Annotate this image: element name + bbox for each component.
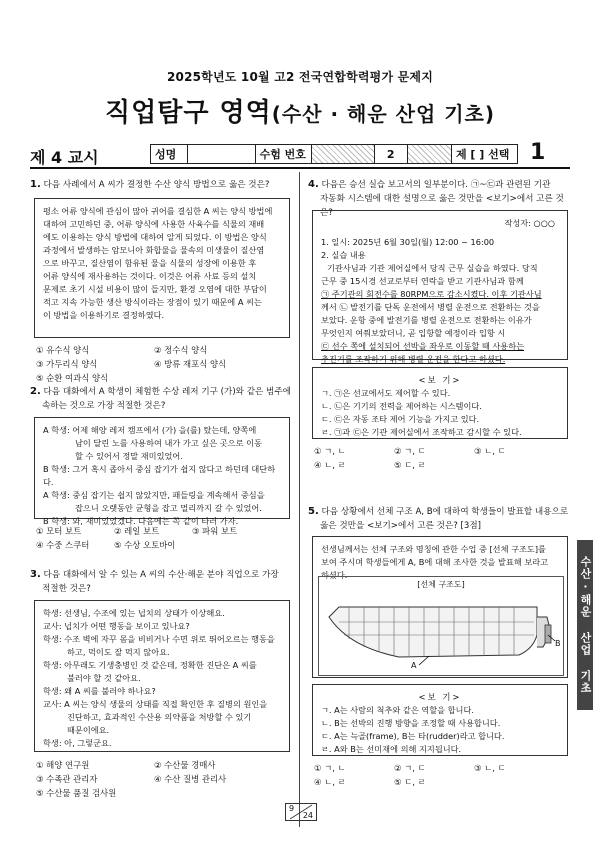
question-5-box: 선생님께서는 선체 구조와 명칭에 관한 수업 중 [선체 구조도]를 보여 주시며 학생들에게 A, B에 대해 조사한 것을 발표해 보라고 하셨다. <box>312 536 568 678</box>
question-3-options <box>36 758 286 800</box>
name-field[interactable] <box>188 145 256 163</box>
q2-option-3[interactable]: ③ 파워 보트 <box>192 526 238 536</box>
label-b: B <box>555 639 561 648</box>
q5-option-2[interactable]: ② ㄱ, ㄷ <box>394 763 426 773</box>
q1-option-4[interactable]: ④ 방류 재포식 양식 <box>154 359 227 369</box>
header-divider <box>30 167 570 169</box>
exam-no-box-2[interactable] <box>408 145 452 163</box>
question-2-stem: 2. 다음 대화에서 A 학생이 체험한 수상 레저 기구 (가)와 같은 범주에 속하는 것으로 가장 적절한 것은? <box>30 386 291 411</box>
session-label: 제 4 교시 <box>30 148 99 167</box>
label-a: A <box>411 661 417 670</box>
q3-option-3[interactable]: ③ 수족관 관리자 <box>36 774 98 784</box>
q3-option-1[interactable]: ① 해양 연구원 <box>36 760 90 770</box>
report-author: 작성자: ○○○ <box>504 218 555 228</box>
q3-option-4[interactable]: ④ 수산 질병 관리사 <box>154 774 227 784</box>
question-5-bogi-box: <보 기> ㄱ. A는 사람의 척추와 같은 역할을 합니다. ㄴ. B는 선박의 진행 방향을 조정할 때 사용합니다. ㄷ. A는 늑골(frame), B는 타(rudder)라고 합니다. ㄹ. A와 B는 선미재에 의해 지지됩니다. <box>312 684 568 756</box>
q3-option-5[interactable]: ⑤ 수산물 품질 검사원 <box>36 788 117 798</box>
q5-option-5[interactable]: ⑤ ㄷ, ㄹ <box>394 777 426 787</box>
question-1-stem: 1. 다음 사례에서 A 씨가 결정한 수산 양식 방법으로 옳은 것은? <box>30 179 270 190</box>
q1-option-3[interactable]: ③ 가두리식 양식 <box>36 359 98 369</box>
footer-total: 24 <box>302 811 313 820</box>
exam-no-label: 수험 번호 <box>256 145 312 163</box>
hull-illustration <box>319 577 563 675</box>
q1-option-2[interactable]: ② 정수식 양식 <box>154 345 208 355</box>
q5-option-1[interactable]: ① ㄱ, ㄴ <box>314 763 346 773</box>
title-main: 직업탐구 영역 <box>104 98 272 128</box>
q4-option-4[interactable]: ④ ㄴ, ㄹ <box>314 460 346 470</box>
q2-option-4[interactable]: ④ 수중 스쿠터 <box>36 540 90 550</box>
question-4-stem: 4. 다음은 승선 실습 보고서의 일부분이다. ㉠~㉢과 관련된 기관 자동화 시스템에 대한 설명으로 옳은 것만을 <보기>에서 고른 것은? <box>308 179 564 218</box>
diagram-title: [선체 구조도] <box>417 580 465 589</box>
page-number: 1 <box>530 140 546 165</box>
q3-option-2[interactable]: ② 수산물 경매사 <box>154 760 216 770</box>
q1-option-1[interactable]: ① 유수식 양식 <box>36 345 90 355</box>
q5-option-3[interactable]: ③ ㄴ, ㄷ <box>474 763 506 773</box>
hull-diagram <box>318 576 564 676</box>
exam-no-box-1[interactable] <box>312 145 375 163</box>
q4-option-5[interactable]: ⑤ ㄷ, ㄹ <box>394 460 426 470</box>
bogi-title: <보 기> <box>418 692 462 702</box>
title-sub: (수산 · 해운 산업 기초) <box>271 102 496 126</box>
question-4-report-box: 작성자: ○○○ 1. 일시: 2025년 6월 30일(월) 12:00 ~ 16:00 2. 실습 내용 기관사님과 기관 제어실에서 당직 근무 실습을 하였다. 당직 근무 중 15시경 선교로부터 연락을 받고 기관사님과 함께 ㉠ 주기관의 회전수를 80RPM으로 감소시켰다. 이후 기관사님 께서 ㉡ 발전기를 단독 운전에서 병렬 운전으로 전환하는 것을 보았다. 운항 중에 발전기를 병렬 운전으로 전환하는 이유가 무엇인지 여쭤보았더니, 곧 입항할 예정이라 입항 시 ㉢ 선수 쪽에 설치되어 선박을 좌우로 이동할 때 사용하는 추진기를 조작하기 위해 병렬 운전을 한다고 하셨다. <box>312 210 568 360</box>
question-5-stem: 5. 다음 상황에서 선체 구조 A, B에 대하여 학생들이 발표할 내용으로 옳은 것만을 <보기>에서 고른 것은? [3점] <box>308 506 569 531</box>
question-1-box: 평소 어류 양식에 관심이 많아 귀어를 결심한 A 씨는 양식 방법에 대하여 고민하던 중, 어류 양식에 사용한 사육수를 식물의 재배 에도 이용하는 양식 방법에 대하여 알게 되었다. 이 방법은 양식 과정에서 발생하는 암모니아 화합물을 물속의 미생물이 질산염 으로 바꾸고, 질산염이 함유된 물을 식물의 성장에 이용한 후 어류 양식에 재사용하는 것이다. 이것은 어류 사료 등의 설치 문제로 초기 시설 비용이 많이 들지만, 환경 오염에 대한 부담이 적고 지속 가능한 생산 방식이라는 장점이 있기 때문에 A 씨는 이 방법을 이용하기로 결정하였다. <box>34 198 290 338</box>
footer-page: 9 <box>289 804 295 813</box>
q2-option-1[interactable]: ① 모터 보트 <box>36 526 82 536</box>
question-2-box: A 학생: 어제 해양 레저 캠프에서 (가) 을(를) 탔는데, 양쪽에 남이 달린 노를 사용하여 내가 가고 싶은 곳으로 이동 할 수 있어서 정말 재미있었어. B 학생: 그거 혹시 좁아서 중심 잡기가 쉽지 않다고 하던데 대단하다. A 학생: 중심 잡기는 쉽지 않았지만, 패들링을 계속해서 중심을 잡으니 오랫동안 균형을 잡고 멀리까지 갈 수 있었어. B 학생: 와, 재미있었겠다. 다음에는 꼭 같이 타러 가자. <box>34 417 290 519</box>
bogi-title: <보 기> <box>418 375 462 385</box>
student-info-bar <box>150 144 518 164</box>
column-divider <box>299 172 300 827</box>
q2-option-5[interactable]: ⑤ 수상 오토바이 <box>114 540 176 550</box>
question-5-options <box>314 761 570 789</box>
page-footer <box>285 803 317 821</box>
name-label: 성명 <box>151 145 188 163</box>
question-3-box: 학생: 선생님, 수조에 있는 넙치의 상태가 이상해요. 교사: 넙치가 어떤 행동을 보이고 있나요? 학생: 수조 벽에 자꾸 몸을 비비거나 수면 위로 뛰어오르는 행동을 하고, 먹이도 잘 먹지 않아요. 학생: 아무래도 기생충병인 것 같은데, 정확한 진단은 A 씨를 불러야 할 것 같아요. 학생: 왜 A 씨를 불러야 하나요? 교사: A 씨는 양식 생물의 상태를 직접 확인한 후 질병의 원인을 진단하고, 효과적인 수산용 의약품을 처방할 수 있기 때문이에요. 학생: 아, 그렇군요. <box>34 600 290 752</box>
q5-option-4[interactable]: ④ ㄴ, ㄹ <box>314 777 346 787</box>
q4-option-1[interactable]: ① ㄱ, ㄴ <box>314 446 346 456</box>
choice-label: 제 [ ] 선택 <box>455 148 510 161</box>
question-1-options <box>36 343 286 385</box>
q4-option-3[interactable]: ③ ㄴ, ㄷ <box>474 446 506 456</box>
question-4-options <box>314 444 570 472</box>
subject-side-tab: 수산·해운 산업 기초 <box>577 540 593 710</box>
exam-name: 2025학년도 10월 고2 전국연합학력평가 문제지 <box>166 70 434 84</box>
question-3-stem: 3. 다음 대화에서 알 수 있는 A 씨의 수산·해운 분야 직업으로 가장 적절한 것은? <box>30 569 279 594</box>
page-title <box>0 92 600 129</box>
question-4-bogi-box: <보 기> ㄱ. ㉠은 선교에서도 제어할 수 있다. ㄴ. ㉡은 기기의 전력을 제어하는 시스템이다. ㄷ. ㉢은 자동 조타 제어 기능을 가지고 있다. ㄹ. ㉠과 ㉢은 기관 제어실에서 조작하고 감시할 수 있다. <box>312 367 568 439</box>
q4-option-2[interactable]: ② ㄱ, ㄷ <box>394 446 426 456</box>
exam-no-digit: 2 <box>375 145 408 163</box>
question-2-options <box>36 524 292 552</box>
q2-option-2[interactable]: ② 레일 보트 <box>114 526 160 536</box>
q1-option-5[interactable]: ⑤ 순환 여과식 양식 <box>36 373 109 383</box>
